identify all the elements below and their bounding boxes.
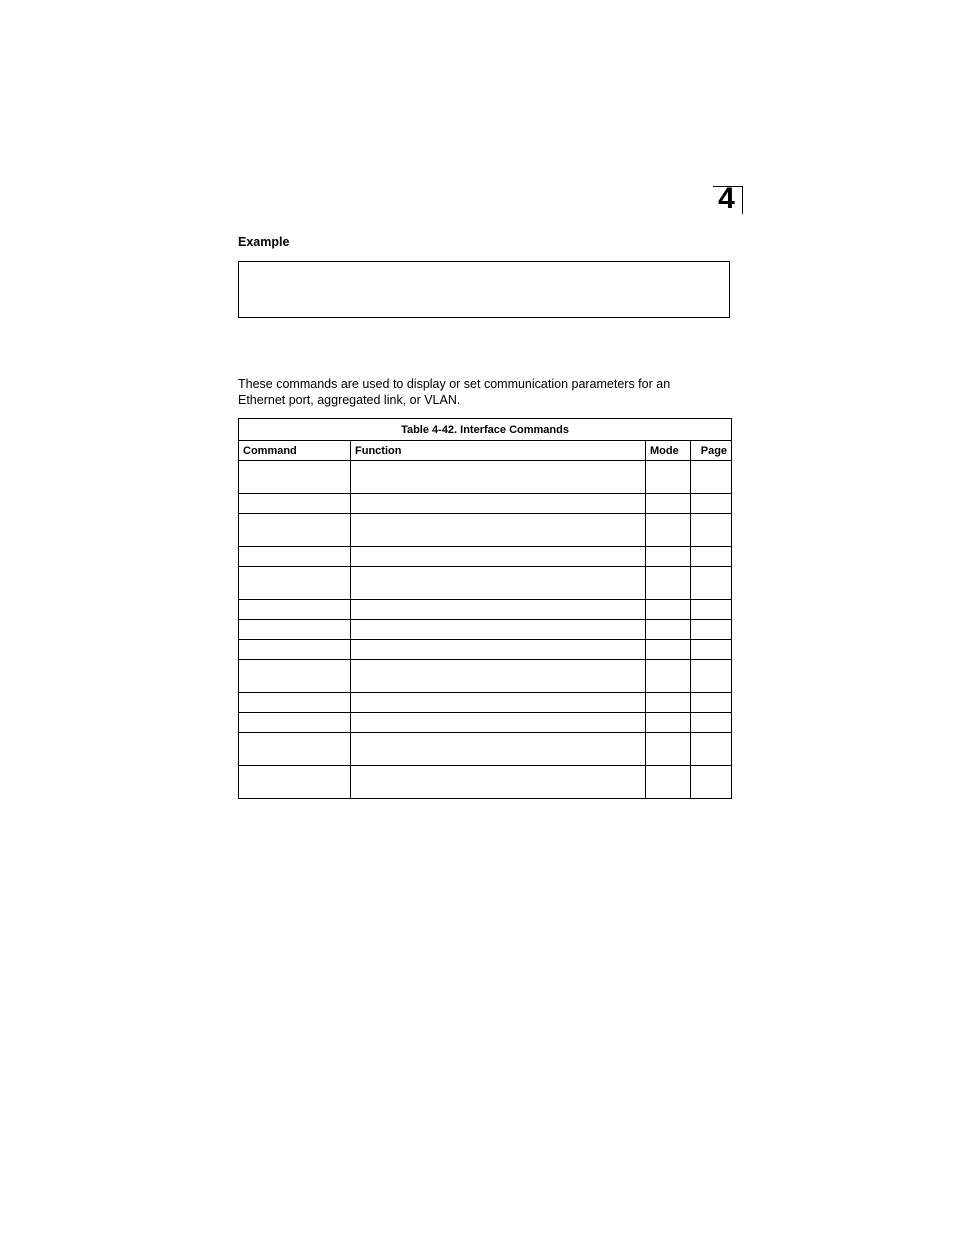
cell-command [239, 640, 351, 660]
cell-command [239, 713, 351, 733]
cell-page [691, 620, 732, 640]
cell-function [351, 660, 646, 693]
cell-function [351, 693, 646, 713]
cell-command [239, 567, 351, 600]
cell-mode [646, 620, 691, 640]
interface-commands-table [238, 418, 732, 799]
table-row [239, 567, 732, 600]
example-code-box [238, 261, 730, 318]
table-row [239, 461, 732, 494]
table-row [239, 713, 732, 733]
example-heading: Example [238, 235, 290, 249]
cell-mode [646, 660, 691, 693]
cell-function [351, 766, 646, 799]
cell-function [351, 600, 646, 620]
cell-mode [646, 514, 691, 547]
cell-page [691, 494, 732, 514]
cell-page [691, 713, 732, 733]
table-row [239, 660, 732, 693]
cell-page [691, 514, 732, 547]
chapter-number: 4 [718, 182, 735, 215]
cell-function [351, 733, 646, 766]
cell-command [239, 660, 351, 693]
cell-command [239, 766, 351, 799]
cell-command [239, 600, 351, 620]
cell-page [691, 567, 732, 600]
cell-command [239, 620, 351, 640]
cell-function [351, 713, 646, 733]
cell-mode [646, 547, 691, 567]
cell-mode [646, 693, 691, 713]
table-row [239, 693, 732, 713]
cell-function [351, 547, 646, 567]
cell-mode [646, 733, 691, 766]
chapter-marker [713, 182, 743, 215]
cell-page [691, 693, 732, 713]
cell-mode [646, 600, 691, 620]
cell-command [239, 514, 351, 547]
cell-function [351, 494, 646, 514]
cell-page [691, 547, 732, 567]
cell-function [351, 620, 646, 640]
cell-page [691, 461, 732, 494]
header-mode: Mode [646, 441, 691, 461]
cell-function [351, 461, 646, 494]
header-page: Page [691, 441, 732, 461]
table-caption: Table 4-42. Interface Commands [239, 419, 732, 441]
cell-mode [646, 567, 691, 600]
cell-command [239, 547, 351, 567]
cell-mode [646, 713, 691, 733]
cell-mode [646, 494, 691, 514]
cell-mode [646, 766, 691, 799]
header-command: Command [239, 441, 351, 461]
cell-command [239, 494, 351, 514]
cell-mode [646, 640, 691, 660]
table-row [239, 733, 732, 766]
cell-page [691, 640, 732, 660]
table-row [239, 514, 732, 547]
intro-paragraph: These commands are used to display or set communication parameters for an Ethernet port, aggregated link, or VLAN. [238, 377, 671, 407]
cell-function [351, 567, 646, 600]
table-row [239, 766, 732, 799]
cell-command [239, 733, 351, 766]
cell-function [351, 640, 646, 660]
table-body [239, 461, 732, 799]
table-row [239, 494, 732, 514]
header-function: Function [351, 441, 646, 461]
table-row [239, 600, 732, 620]
table-row [239, 620, 732, 640]
cell-page [691, 600, 732, 620]
cell-page [691, 733, 732, 766]
cell-page [691, 660, 732, 693]
cell-page [691, 766, 732, 799]
cell-mode [646, 461, 691, 494]
table-row [239, 640, 732, 660]
table-row [239, 547, 732, 567]
cell-command [239, 461, 351, 494]
cell-command [239, 693, 351, 713]
interface-commands-table-wrapper [238, 418, 731, 799]
cell-function [351, 514, 646, 547]
